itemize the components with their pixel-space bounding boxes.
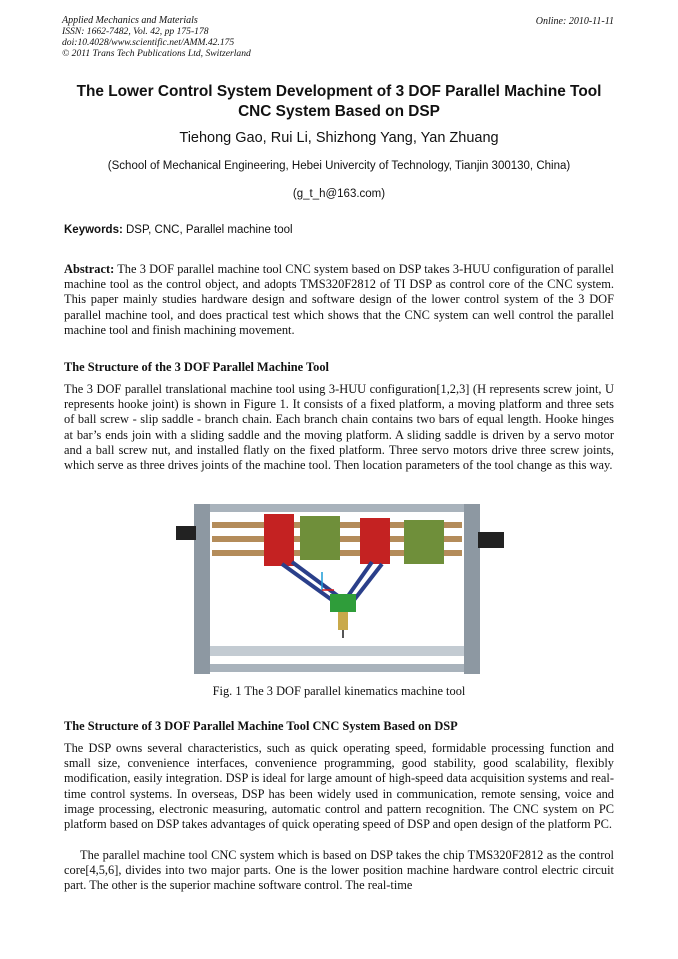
section-heading-structure: The Structure of the 3 DOF Parallel Machine Tool xyxy=(64,360,329,374)
branch-bar-2 xyxy=(292,562,338,596)
section-text-cnc-2: The parallel machine tool CNC system which is based on DSP takes the chip TMS320F2812 as the control core[4,5,6], divides into two major parts. One is the lower position machine hardware control electric circuit part. The other is the superior machine software control. The real-time xyxy=(64,848,614,893)
section-text-cnc-1: The DSP owns several characteristics, such as quick operating speed, formidable processing function and small size, convenience interfaces, convenience programming, good stability, good scalability, flexibly modification, easily integration. DSP is ideal for large amount of high-speed data acquisition systems and real-time control systems. In overseas, DSP has been widely used in communication, remote sensing, voice and image processing, electronic measuring, automatic control and pattern recognition. The CNC system on PC platform based on DSP takes advantages of quick operating speed of DSP and open design of the platform PC. xyxy=(64,741,614,832)
online-date: Online: 2010-11-11 xyxy=(535,16,614,27)
affiliation: (School of Mechanical Engineering, Hebei Univercity of Technology, Tianjin 300130, China) xyxy=(107,160,571,172)
spindle xyxy=(338,612,348,630)
section-heading-cnc: The Structure of 3 DOF Parallel Machine Tool CNC System Based on DSP xyxy=(64,719,458,733)
abstract xyxy=(64,262,614,338)
machine-tool-figure xyxy=(172,496,510,676)
journal-issn: ISSN: 1662-7482, Vol. 42, pp 175-178 xyxy=(62,26,209,37)
journal-doi: doi:10.4028/www.scientific.net/AMM.42.175 xyxy=(62,37,235,48)
journal-copyright: © 2011 Trans Tech Publications Ltd, Switzerland xyxy=(62,48,251,59)
title-line-1: The Lower Control System Development of 3 DOF Parallel Machine Tool xyxy=(76,83,602,100)
machine-base xyxy=(208,646,466,656)
servo-motor-left xyxy=(176,526,196,540)
servo-motor-right xyxy=(478,532,504,548)
keywords-text: DSP, CNC, Parallel machine tool xyxy=(122,224,293,236)
slip-saddle-green-left xyxy=(300,516,340,560)
slip-saddle-green-right xyxy=(404,520,444,564)
section-text-structure: The 3 DOF parallel translational machine tool using 3-HUU configuration[1,2,3] (H represents screw joint, U represents hooke joint) is shown in Figure 1. It consists of a fixed platform, a moving platform and three sets of ball screw - slip saddle - branch chain. Each branch chain contains two bars of equal length. Hooke hinges at bar’s ends join with a sliding saddle and the moving platform. A sliding saddle is driven by a servo motor and a ball screw nut, and installed flatly on the fixed platform. Three servo motors drive three screw joints, which serve as three drives joints of the machine tool. Then location parameters of the tool change as this way. xyxy=(64,382,614,473)
journal-name: Applied Mechanics and Materials xyxy=(62,15,198,26)
figure-caption: Fig. 1 The 3 DOF parallel kinematics machine tool xyxy=(212,684,466,698)
branch-bar-1 xyxy=(282,564,332,600)
paper-title xyxy=(40,82,638,122)
authors: Tiehong Gao, Rui Li, Shizhong Yang, Yan Zhuang xyxy=(179,130,499,146)
frame-right-post xyxy=(464,504,480,674)
abstract-label: Abstract: xyxy=(64,262,115,276)
author-email: (g_t_h@163.com) xyxy=(292,188,386,200)
moving-platform xyxy=(330,594,356,612)
keywords xyxy=(64,224,293,236)
keywords-label: Keywords: xyxy=(64,224,123,236)
slip-saddle-red-right xyxy=(360,518,390,564)
frame-left-post xyxy=(194,504,210,674)
abstract-text: The 3 DOF parallel machine tool CNC system based on DSP takes 3-HUU configuration of parallel machine tool as the control object, and adopts TMS320F2812 of TI DSP as control core of the CNC system. This paper mainly studies hardware design and software design of the lower control system of the 3 DOF parallel machine tool, and does practical test which shows that the CNC system can well control the parallel machine tool and finish machining movement. xyxy=(64,262,614,337)
slip-saddle-red-left xyxy=(264,514,294,566)
title-line-2: CNC System Based on DSP xyxy=(238,103,440,120)
